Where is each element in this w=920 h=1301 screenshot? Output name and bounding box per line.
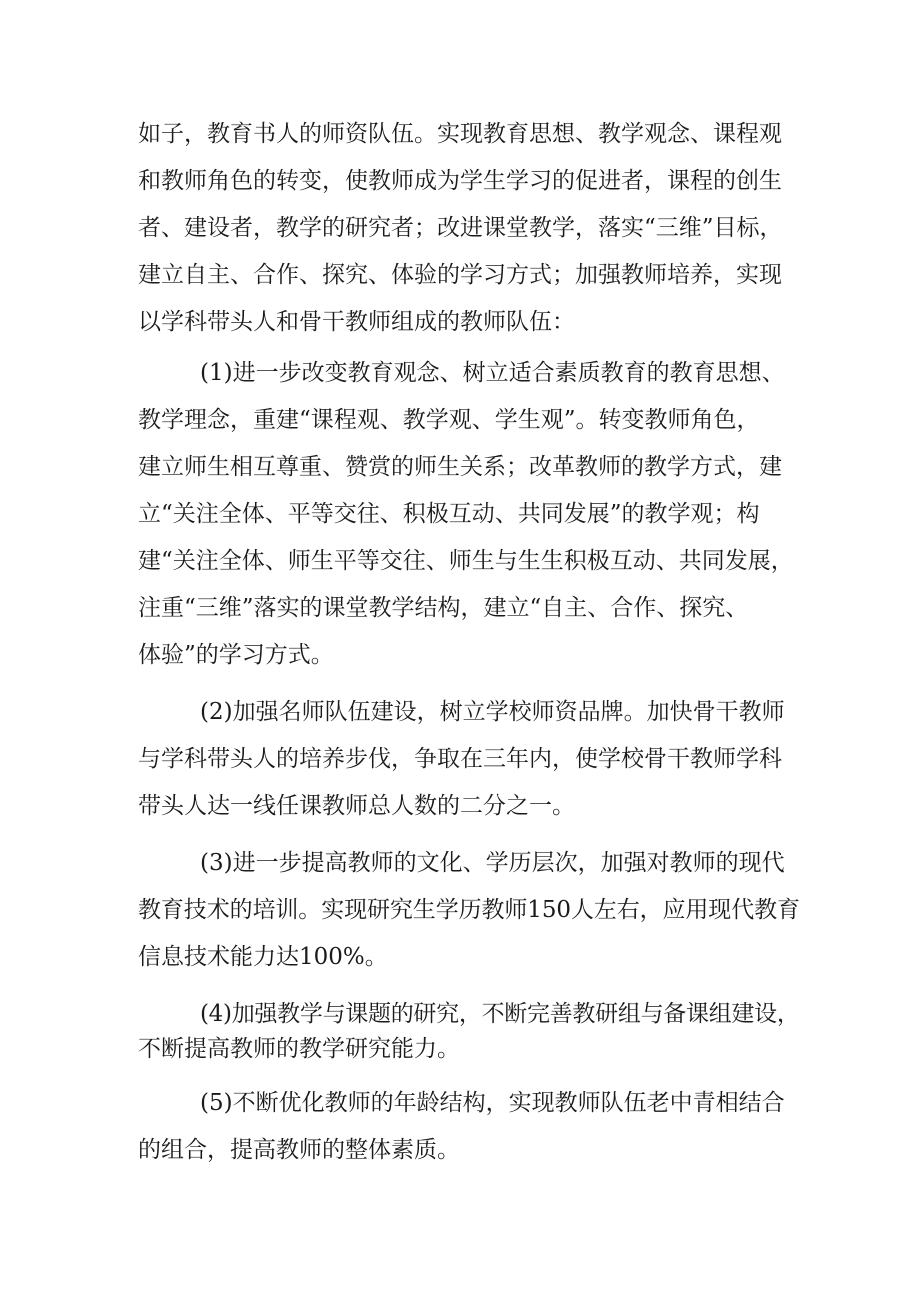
item1-line-2: 教学理念，重建“课程观、教学观、学生观”。转变教师角色， — [138, 407, 760, 433]
item1-line-1: (1)进一步改变教育观念、树立适合素质教育的教育思想、 — [200, 360, 785, 386]
item5-line-2: 的组合，提高教师的整体素质。 — [138, 1137, 460, 1163]
intro-line-4: 建立自主、合作、探究、体验的学习方式；加强教师培养，实现 — [138, 262, 782, 288]
item3-line-2: 教育技术的培训。实现研究生学历教师150人左右，应用现代教育 — [138, 897, 800, 923]
intro-line-1: 如子，教育书人的师资队伍。实现教育思想、教学观念、课程观 — [138, 121, 782, 147]
intro-line-2: 和教师角色的转变，使教师成为学生学习的促进者，课程的创生 — [138, 168, 782, 194]
item1-line-4: 立“关注全体、平等交往、积极互动、共同发展”的教学观；构 — [138, 501, 760, 527]
item1-line-3: 建立师生相互尊重、赞赏的师生关系；改革教师的教学方式，建 — [138, 454, 782, 480]
intro-line-3: 者、建设者，教学的研究者；改进课堂教学，落实“三维”目标， — [138, 215, 783, 241]
item1-line-5: 建“关注全体、师生平等交往、师生与生生积极互动、共同发展， — [138, 548, 794, 574]
item1-line-7: 体验”的学习方式。 — [138, 642, 334, 668]
item4-line-2: 不断提高教师的教学研究能力。 — [138, 1036, 460, 1062]
item5-line-1: (5)不断优化教师的年龄结构，实现教师队伍老中青相结合 — [200, 1090, 785, 1116]
item2-line-2: 与学科带头人的培养步伐，争取在三年内，使学校骨干教师学科 — [138, 746, 782, 772]
item2-line-3: 带头人达一线任课教师总人数的二分之一。 — [138, 793, 575, 819]
item4-line-1: (4)加强教学与课题的研究，不断完善教研组与备课组建设， — [200, 1001, 800, 1027]
intro-line-5: 以学科带头人和骨干教师组成的教师队伍： — [138, 309, 575, 335]
item3-line-3: 信息技术能力达100%。 — [138, 944, 388, 970]
item2-line-1: (2)加强名师队伍建设，树立学校师资品牌。加快骨干教师 — [200, 699, 785, 725]
item1-line-6: 注重“三维”落实的课堂教学结构，建立“自主、合作、探究、 — [138, 595, 749, 621]
item3-line-1: (3)进一步提高教师的文化、学历层次，加强对教师的现代 — [200, 850, 785, 876]
